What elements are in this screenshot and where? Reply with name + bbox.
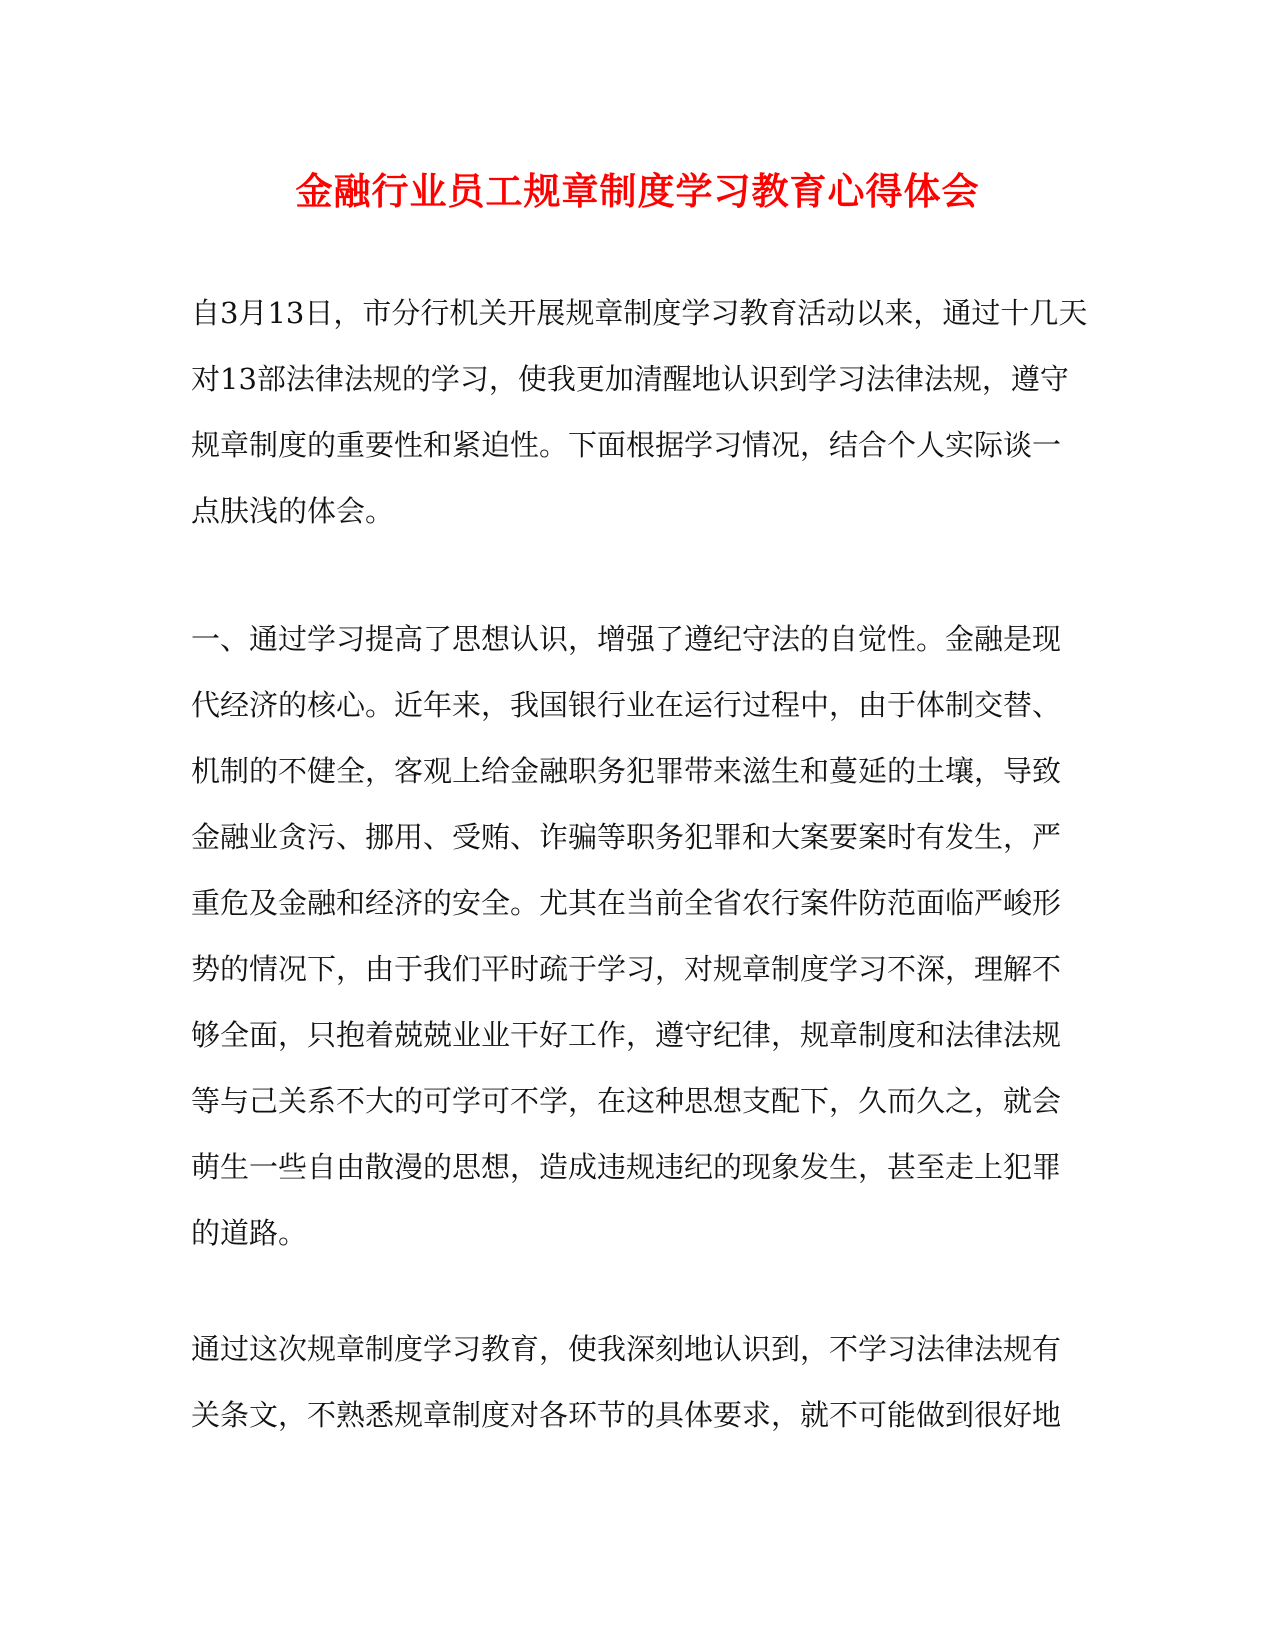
paragraph-line: 势的情况下，由于我们平时疏于学习，对规章制度学习不深，理解不 <box>191 952 1062 986</box>
paragraph-continuation <box>191 1316 1081 1448</box>
paragraph-line: 够全面，只抱着兢兢业业干好工作，遵守纪律，规章制度和法律法规 <box>191 1018 1062 1052</box>
paragraph-line: 自3月13日，市分行机关开展规章制度学习教育活动以来，通过十几天 <box>191 296 1088 330</box>
paragraph-line: 的道路。 <box>191 1216 308 1250</box>
paragraph-line: 金融业贪污、挪用、受贿、诈骗等职务犯罪和大案要案时有发生，严 <box>191 820 1062 854</box>
paragraph-line: 对13部法律法规的学习，使我更加清醒地认识到学习法律法规，遵守 <box>191 362 1069 396</box>
paragraph-line: 规章制度的重要性和紧迫性。下面根据学习情况，结合个人实际谈一 <box>191 428 1062 462</box>
document-title: 金融行业员工规章制度学习教育心得体会 <box>295 169 980 213</box>
paragraph-line: 通过这次规章制度学习教育，使我深刻地认识到，不学习法律法规有 <box>191 1332 1062 1366</box>
paragraph-line: 萌生一些自由散漫的思想，造成违规违纪的现象发生，甚至走上犯罪 <box>191 1150 1062 1184</box>
paragraph-intro <box>191 280 1088 544</box>
paragraph-line: 一、通过学习提高了思想认识，增强了遵纪守法的自觉性。金融是现 <box>191 622 1062 656</box>
paragraph-line: 机制的不健全，客观上给金融职务犯罪带来滋生和蔓延的土壤，导致 <box>191 754 1062 788</box>
paragraph-line: 等与己关系不大的可学可不学，在这种思想支配下，久而久之，就会 <box>191 1084 1062 1118</box>
paragraph-line: 点肤浅的体会。 <box>191 494 395 528</box>
paragraph-line: 关条文，不熟悉规章制度对各环节的具体要求，就不可能做到很好地 <box>191 1398 1062 1432</box>
paragraph-section-one <box>191 606 1081 1266</box>
paragraph-line: 代经济的核心。近年来，我国银行业在运行过程中，由于体制交替、 <box>191 688 1062 722</box>
paragraph-line: 重危及金融和经济的安全。尤其在当前全省农行案件防范面临严峻形 <box>191 886 1062 920</box>
